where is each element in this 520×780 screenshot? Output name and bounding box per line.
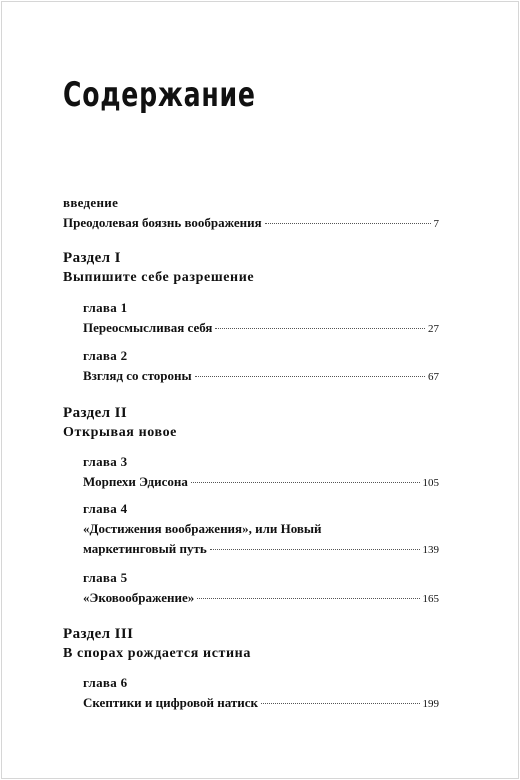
entry-title: маркетинговый путь — [83, 541, 207, 556]
entry-title: Морпехи Эдисона — [83, 474, 188, 489]
page-number: 165 — [422, 593, 439, 605]
page-number: 105 — [422, 477, 439, 489]
chapter-1 — [83, 298, 439, 339]
dot-leader — [195, 376, 425, 377]
chapter-5-label: глава 5 — [83, 570, 128, 585]
chapter-6 — [83, 673, 439, 714]
entry-title: Преодолевая боязнь воображения — [63, 215, 262, 230]
chapter-1-label: глава 1 — [83, 300, 128, 315]
chapter-6-label: глава 6 — [83, 675, 128, 690]
chapter-4 — [83, 499, 439, 560]
part-2-heading — [63, 403, 439, 443]
toc-entry-intro[interactable] — [63, 213, 439, 234]
part-2-title: Открывая новое — [63, 425, 177, 440]
toc-entry-chapter-6[interactable] — [83, 693, 439, 714]
chapter-5 — [83, 568, 439, 609]
page-number: 199 — [422, 698, 439, 710]
part-1-heading — [63, 248, 439, 288]
entry-title: «Эковоображение» — [83, 590, 195, 605]
chapter-3 — [83, 452, 439, 493]
dot-leader — [191, 482, 420, 483]
toc-entry-chapter-4[interactable] — [83, 539, 439, 560]
entry-title: Взгляд со стороны — [83, 368, 192, 383]
part-3-name: Раздел III — [63, 626, 134, 642]
page-number: 27 — [428, 323, 439, 335]
page-title: Содержание — [63, 75, 256, 115]
part-2-name: Раздел II — [63, 405, 128, 421]
entry-title-line-1[interactable]: «Достижения воображения», или Новый — [83, 521, 322, 536]
entry-title: Переосмысливая себя — [83, 320, 213, 335]
toc-entry-chapter-2[interactable] — [83, 366, 439, 387]
entry-title: Скептики и цифровой натиск — [83, 695, 259, 710]
page-number: 67 — [428, 371, 439, 383]
part-3-title: В спорах рождается истина — [63, 646, 251, 661]
toc-entry-chapter-5[interactable] — [83, 588, 439, 609]
intro-label: введение — [63, 195, 119, 210]
chapter-4-label: глава 4 — [83, 501, 128, 516]
chapter-2 — [83, 346, 439, 387]
part-1-title: Выпишите себе разрешение — [63, 270, 255, 285]
dot-leader — [197, 598, 419, 599]
dot-leader — [210, 549, 420, 550]
page-number: 139 — [422, 544, 439, 556]
chapter-3-label: глава 3 — [83, 454, 128, 469]
dot-leader — [215, 328, 425, 329]
chapter-2-label: глава 2 — [83, 348, 128, 363]
page-number: 7 — [433, 218, 439, 230]
toc-entry-chapter-3[interactable] — [83, 472, 439, 493]
intro-section — [63, 193, 439, 234]
part-3-heading — [63, 624, 439, 664]
part-1-name: Раздел I — [63, 250, 121, 266]
dot-leader — [261, 703, 419, 704]
toc-entry-chapter-1[interactable] — [83, 318, 439, 339]
dot-leader — [265, 223, 431, 224]
